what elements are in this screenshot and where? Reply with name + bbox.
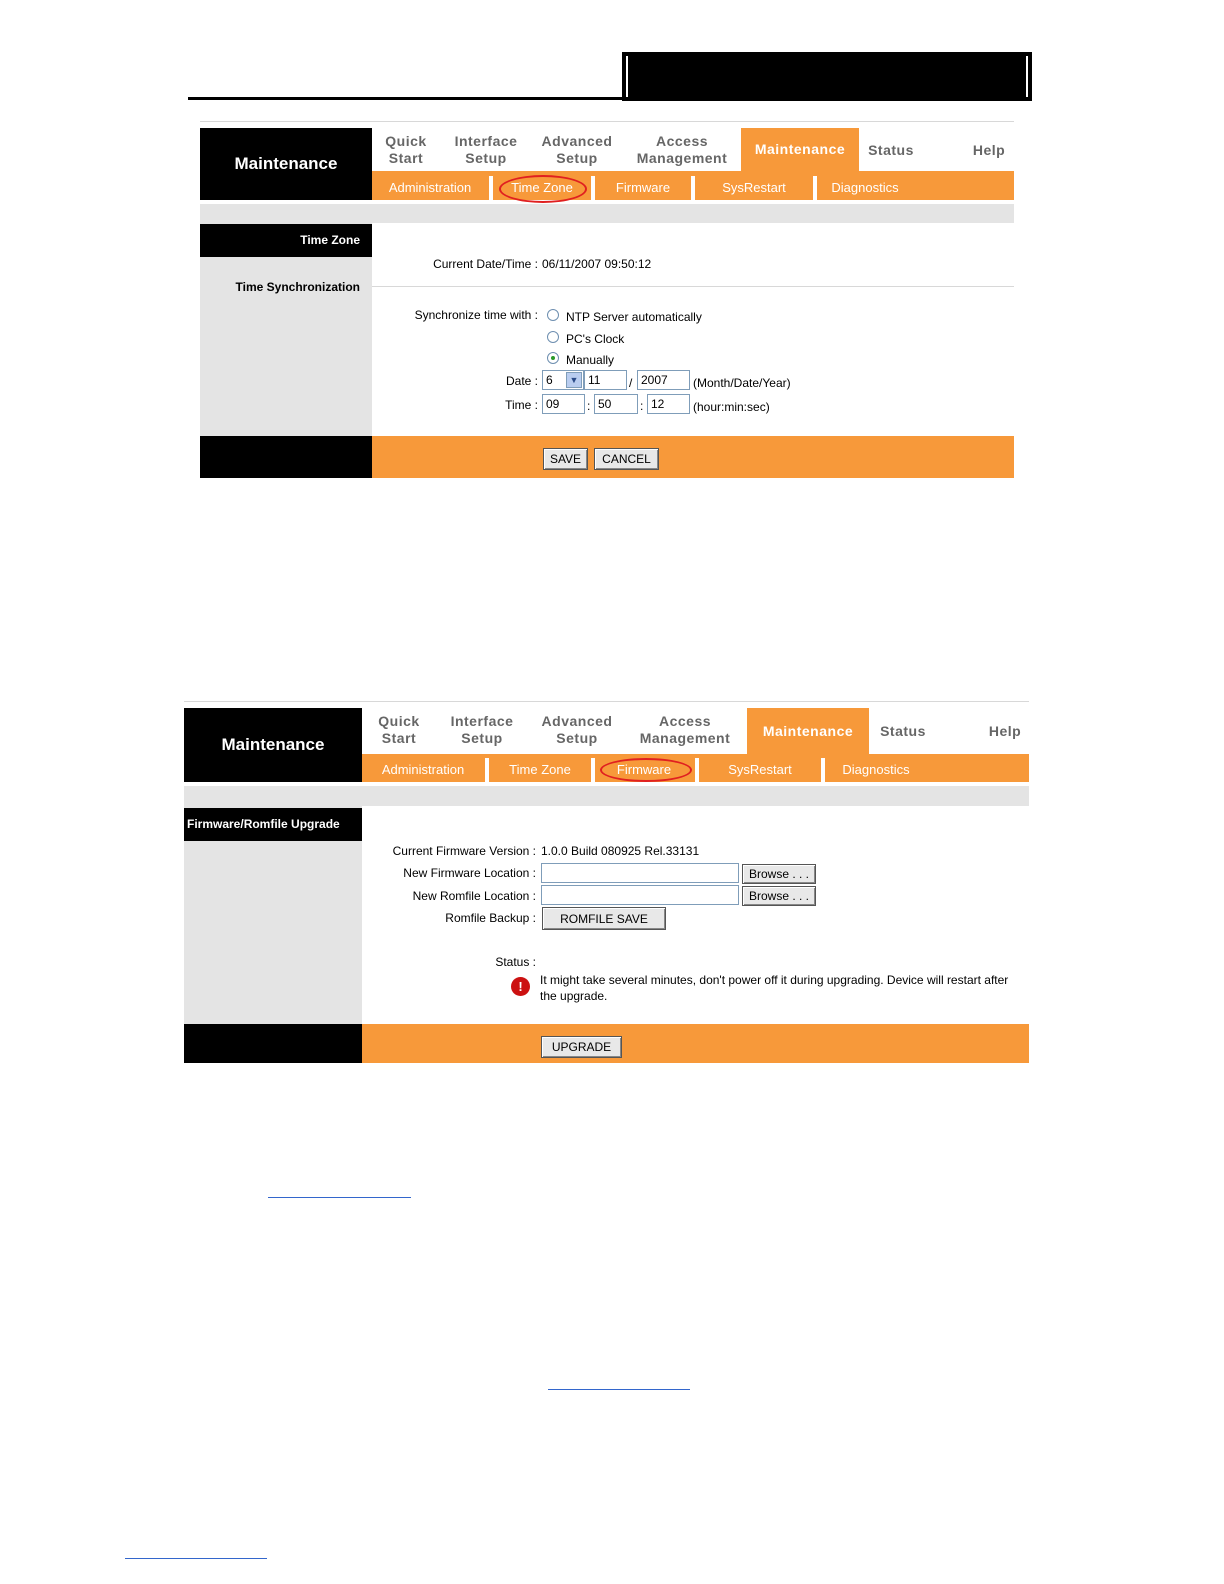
link-underline[interactable] bbox=[268, 1197, 411, 1198]
second-value: 12 bbox=[651, 397, 665, 411]
subnav-separator bbox=[813, 176, 817, 200]
tab-status[interactable] bbox=[862, 131, 920, 169]
tab-maintenance[interactable] bbox=[747, 708, 869, 754]
tab-advanced-setup[interactable] bbox=[532, 131, 622, 169]
divider bbox=[372, 286, 1014, 287]
minute-input[interactable] bbox=[594, 394, 638, 414]
tab-label: Maintenance bbox=[762, 722, 854, 739]
romfile-save-button[interactable]: ROMFILE SAVE bbox=[542, 907, 666, 930]
radio-ntp[interactable] bbox=[547, 309, 559, 321]
current-datetime-label: Current Date/Time : bbox=[433, 257, 538, 271]
subtab-time-zone[interactable]: Time Zone bbox=[509, 761, 571, 777]
tab-label: Setup bbox=[556, 150, 598, 166]
subtab-firmware[interactable]: Firmware bbox=[615, 179, 671, 195]
time-separator: : bbox=[587, 399, 591, 413]
time-separator: : bbox=[640, 399, 644, 413]
new-romfile-label: New Romfile Location : bbox=[412, 889, 536, 903]
header-divider bbox=[626, 56, 628, 97]
day-value: 11 bbox=[588, 373, 601, 387]
subtab-diagnostics[interactable]: Diagnostics bbox=[831, 179, 899, 195]
tab-label: Management bbox=[636, 150, 728, 166]
date-label: Date : bbox=[505, 374, 538, 388]
tab-access-management[interactable] bbox=[626, 131, 738, 169]
tab-label: Help bbox=[988, 722, 1022, 739]
subnav-separator bbox=[695, 758, 699, 782]
footer-bar bbox=[362, 1024, 1029, 1063]
footer-bar bbox=[372, 436, 1014, 478]
subnav-separator bbox=[489, 176, 493, 200]
hour-value: 09 bbox=[546, 397, 560, 411]
tab-label: Setup bbox=[465, 150, 507, 166]
tab-label: Management bbox=[639, 730, 731, 746]
subtab-sysrestart[interactable]: SysRestart bbox=[722, 179, 786, 195]
spacer-bar bbox=[200, 204, 1014, 223]
tab-label: Advanced bbox=[541, 713, 613, 729]
tab-help[interactable] bbox=[962, 131, 1016, 169]
tab-label: Access bbox=[655, 133, 709, 149]
time-hint: (hour:min:sec) bbox=[693, 400, 770, 414]
tab-label: Setup bbox=[461, 730, 503, 746]
tab-label: Interface bbox=[454, 133, 518, 149]
romfile-file-input[interactable] bbox=[541, 885, 739, 905]
sync-label: Synchronize time with : bbox=[414, 308, 538, 322]
radio-manually[interactable] bbox=[547, 352, 559, 364]
current-firmware-label: Current Firmware Version : bbox=[392, 844, 536, 858]
highlight-circle bbox=[600, 758, 692, 782]
tab-label: Access bbox=[658, 713, 712, 729]
tab-label: Interface bbox=[450, 713, 514, 729]
month-value: 6 bbox=[546, 373, 553, 387]
year-value: 2007 bbox=[641, 373, 668, 387]
link-underline[interactable] bbox=[125, 1558, 267, 1559]
tab-status[interactable] bbox=[872, 711, 934, 751]
subnav-separator bbox=[591, 758, 595, 782]
footer-black bbox=[200, 436, 372, 478]
tab-label: Maintenance bbox=[754, 141, 846, 157]
day-input[interactable] bbox=[584, 370, 627, 390]
tab-label: Start bbox=[381, 730, 417, 746]
save-button[interactable]: SAVE bbox=[543, 448, 588, 470]
subnav-separator bbox=[591, 176, 595, 200]
subtab-sysrestart[interactable]: SysRestart bbox=[728, 761, 792, 777]
date-hint: (Month/Date/Year) bbox=[693, 376, 791, 390]
subtab-administration[interactable]: Administration bbox=[381, 761, 465, 777]
header-divider bbox=[1026, 56, 1028, 97]
tab-access-management[interactable] bbox=[628, 711, 742, 749]
chevron-down-icon[interactable]: ▼ bbox=[566, 372, 582, 388]
radio-manually-label: Manually bbox=[566, 353, 615, 367]
cancel-button[interactable]: CANCEL bbox=[594, 448, 659, 470]
status-message-line1: It might take several minutes, don't power off it during upgrading. Device will restart after bbox=[540, 973, 1009, 987]
radio-pc-clock-label: PC's Clock bbox=[566, 332, 625, 346]
current-datetime-value: 06/11/2007 09:50:12 bbox=[542, 257, 652, 271]
hour-input[interactable] bbox=[542, 394, 585, 414]
tab-label: Advanced bbox=[541, 133, 613, 149]
new-firmware-label: New Firmware Location : bbox=[403, 866, 536, 880]
tab-label: Quick bbox=[378, 713, 420, 729]
top-rule bbox=[184, 701, 1029, 702]
tab-quick-start[interactable] bbox=[372, 131, 440, 169]
header-rule bbox=[188, 97, 624, 100]
time-label: Time : bbox=[505, 398, 538, 412]
browse-firmware-button[interactable]: Browse . . . bbox=[742, 864, 816, 884]
status-label: Status : bbox=[495, 955, 536, 969]
year-input[interactable] bbox=[637, 370, 690, 390]
romfile-backup-label: Romfile Backup : bbox=[445, 911, 536, 925]
tab-label: Help bbox=[972, 141, 1006, 158]
subtab-administration[interactable]: Administration bbox=[388, 179, 472, 195]
top-rule bbox=[200, 121, 1014, 122]
radio-ntp-label: NTP Server automatically bbox=[566, 310, 702, 324]
link-underline[interactable] bbox=[548, 1389, 690, 1390]
brand-title: Maintenance bbox=[184, 708, 362, 782]
tab-maintenance[interactable] bbox=[741, 128, 859, 171]
brand-title: Maintenance bbox=[200, 128, 372, 200]
subtab-diagnostics[interactable]: Diagnostics bbox=[842, 761, 910, 777]
section-title: Firmware/Romfile Upgrade bbox=[187, 817, 340, 831]
tab-label: Status bbox=[868, 141, 914, 158]
tab-interface-setup[interactable] bbox=[438, 711, 526, 749]
tab-quick-start[interactable] bbox=[364, 711, 434, 749]
subtab-time-zone[interactable]: Time Zone bbox=[511, 179, 573, 195]
side-label: Time Synchronization bbox=[235, 280, 360, 294]
section-title: Time Zone bbox=[300, 233, 360, 247]
tab-label: Start bbox=[388, 150, 424, 166]
subnav-separator bbox=[485, 758, 489, 782]
tab-label: Setup bbox=[556, 730, 598, 746]
tab-label: Status bbox=[880, 722, 926, 739]
firmware-file-input[interactable] bbox=[541, 863, 739, 883]
status-message-line2: the upgrade. bbox=[540, 989, 608, 1003]
tab-advanced-setup[interactable] bbox=[530, 711, 624, 749]
header-black-block bbox=[622, 52, 1032, 101]
tab-help[interactable] bbox=[978, 711, 1032, 751]
current-firmware-value: 1.0.0 Build 080925 Rel.33131 bbox=[541, 844, 700, 858]
tab-interface-setup[interactable] bbox=[444, 131, 528, 169]
second-input[interactable] bbox=[647, 394, 690, 414]
tab-label: Quick bbox=[385, 133, 427, 149]
subtab-firmware[interactable]: Firmware bbox=[616, 761, 672, 777]
subnav-separator bbox=[821, 758, 825, 782]
browse-romfile-button[interactable]: Browse . . . bbox=[742, 886, 816, 906]
minute-value: 50 bbox=[598, 397, 612, 411]
radio-pc-clock[interactable] bbox=[547, 331, 559, 343]
spacer-bar bbox=[184, 786, 1029, 806]
footer-black bbox=[184, 1024, 362, 1063]
date-separator: / bbox=[629, 376, 633, 390]
subnav-separator bbox=[691, 176, 695, 200]
upgrade-button[interactable]: UPGRADE bbox=[541, 1036, 622, 1058]
highlight-circle bbox=[499, 175, 587, 203]
warning-icon: ! bbox=[511, 977, 530, 996]
